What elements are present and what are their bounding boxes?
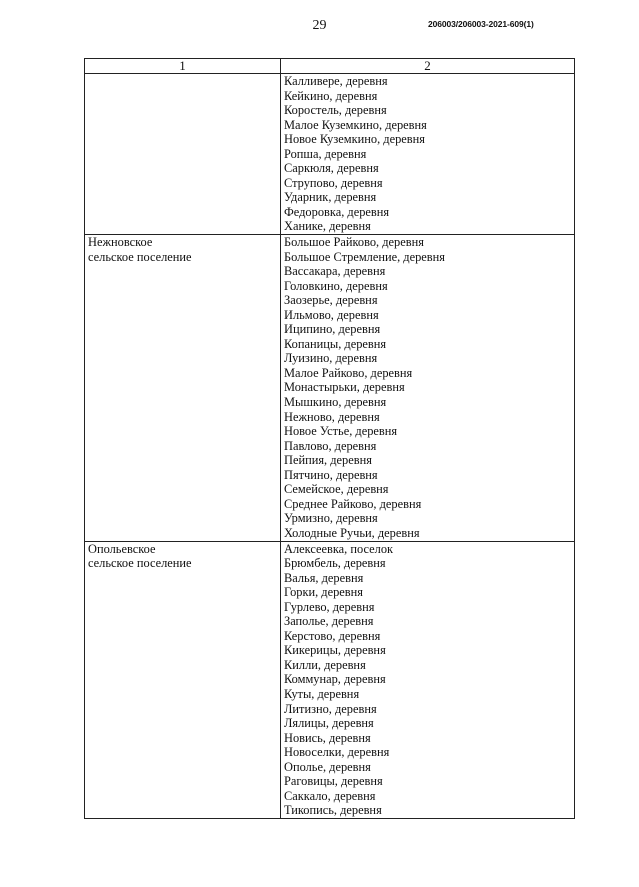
settlement-cell [85, 541, 281, 818]
table-header-row [85, 59, 575, 74]
table-row [85, 74, 575, 235]
list-item: Ударник, деревня [284, 190, 377, 205]
villages-cell [281, 541, 575, 818]
list-item: Федоровка, деревня [284, 204, 390, 219]
list-item: Килли, деревня [284, 657, 366, 672]
list-item: Урмизно, деревня [284, 511, 378, 526]
list-item: Пейпия, деревня [284, 453, 372, 468]
list-item: Луизино, деревня [284, 351, 378, 366]
column-header-2: 2 [281, 59, 575, 74]
list-item: Копаницы, деревня [284, 336, 387, 351]
village-list [284, 542, 574, 818]
list-item: Павлово, деревня [284, 438, 377, 453]
settlement-name-line: сельское поселение [88, 556, 192, 571]
list-item: Лялицы, деревня [284, 716, 374, 731]
list-item: Кейкино, деревня [284, 88, 378, 103]
list-item: Горки, деревня [284, 585, 363, 600]
table-row [85, 235, 575, 541]
list-item: Новое Куземкино, деревня [284, 132, 425, 147]
list-item: Ополье, деревня [284, 759, 371, 774]
list-item: Малое Райково, деревня [284, 365, 413, 380]
list-item: Вассакара, деревня [284, 264, 386, 279]
list-item: Ильмово, деревня [284, 307, 379, 322]
list-item: Среднее Райково, деревня [284, 496, 422, 511]
settlement-name-line: Нежновское [88, 235, 153, 250]
list-item: Иципино, деревня [284, 322, 381, 337]
table-row [85, 541, 575, 818]
list-item: Новое Устье, деревня [284, 424, 398, 439]
list-item: Валья, деревня [284, 570, 364, 585]
settlements-table [84, 58, 575, 819]
settlement-name-lines [88, 235, 280, 264]
list-item: Литизно, деревня [284, 701, 377, 716]
settlement-cell [85, 74, 281, 235]
list-item: Новоселки, деревня [284, 745, 390, 760]
village-list [284, 235, 574, 540]
village-list [284, 74, 574, 234]
list-item: Алексеевка, поселок [284, 541, 394, 556]
list-item: Саркюля, деревня [284, 161, 379, 176]
list-item: Струпово, деревня [284, 175, 383, 190]
list-item: Кикерицы, деревня [284, 643, 386, 658]
settlement-name-line: сельское поселение [88, 249, 192, 264]
villages-cell [281, 74, 575, 235]
list-item: Новись, деревня [284, 730, 371, 745]
list-item: Большое Стремление, деревня [284, 249, 445, 264]
list-item: Пятчино, деревня [284, 467, 378, 482]
list-item: Керстово, деревня [284, 628, 381, 643]
list-item: Брюмбель, деревня [284, 556, 386, 571]
list-item: Заполье, деревня [284, 614, 374, 629]
list-item: Ханике, деревня [284, 219, 371, 234]
list-item: Малое Куземкино, деревня [284, 117, 427, 132]
list-item: Коммунар, деревня [284, 672, 386, 687]
settlement-name-line: Опольевское [88, 541, 156, 556]
list-item: Куты, деревня [284, 686, 360, 701]
list-item: Гурлево, деревня [284, 599, 375, 614]
villages-cell [281, 235, 575, 541]
list-item: Нежново, деревня [284, 409, 380, 424]
list-item: Коростель, деревня [284, 103, 387, 118]
list-item: Головкино, деревня [284, 278, 388, 293]
settlement-cell [85, 235, 281, 541]
list-item: Мышкино, деревня [284, 395, 387, 410]
list-item: Саккало, деревня [284, 788, 376, 803]
list-item: Холодные Ручьи, деревня [284, 525, 420, 540]
list-item: Заозерье, деревня [284, 293, 378, 308]
list-item: Большое Райково, деревня [284, 235, 424, 250]
list-item: Монастырьки, деревня [284, 380, 405, 395]
document-code: 206003/206003-2021-609(1) [428, 19, 534, 29]
settlement-name-lines [88, 542, 280, 571]
table-body [85, 74, 575, 819]
list-item: Семейское, деревня [284, 482, 389, 497]
list-item: Ропша, деревня [284, 146, 367, 161]
list-item: Тикопись, деревня [284, 803, 382, 818]
list-item: Калливере, деревня [284, 74, 388, 88]
list-item: Раговицы, деревня [284, 774, 383, 789]
page-number: 29 [312, 18, 327, 33]
column-header-1: 1 [85, 59, 281, 74]
